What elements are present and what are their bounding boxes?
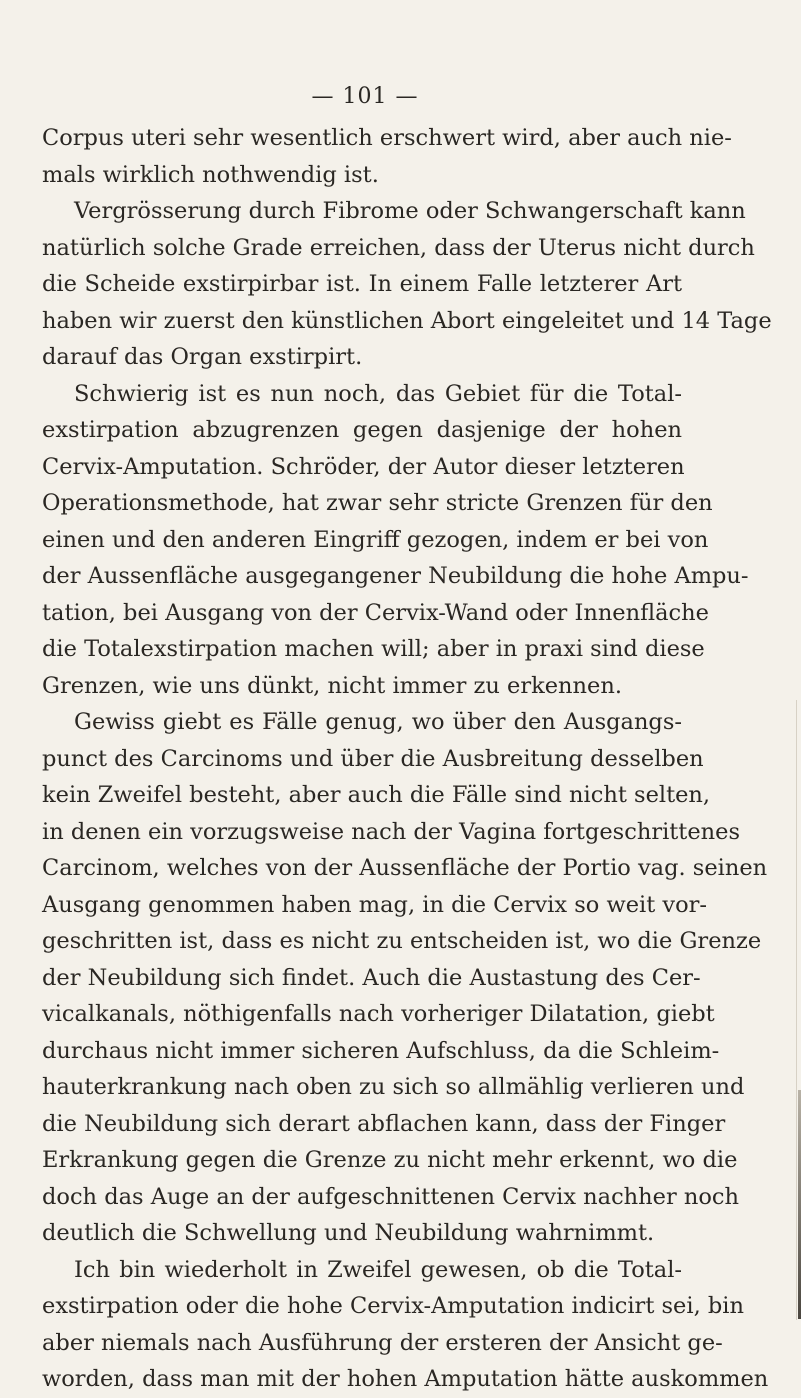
text-line: in denen ein vorzugsweise nach der Vagina fortgeschrittenes [42, 818, 741, 845]
text-line: geschritten ist, dass es nicht zu entscheiden ist, wo die Grenze [42, 928, 762, 954]
text-line: Corpus uteri sehr wesentlich erschwert wird, aber auch nie- [42, 125, 732, 151]
text-line: Carcinom, welches von der Aussenfläche der Portio vag. seinen [42, 855, 768, 881]
text-line: darauf das Organ exstirpirt. [42, 344, 363, 370]
text-line: natürlich solche Grade erreichen, dass der Uterus nicht durch [42, 234, 755, 261]
text-line: kein Zweifel besteht, aber auch die Fälle sind nicht selten, [42, 782, 711, 808]
text-line: haben wir zuerst den künstlichen Abort eingeleitet und 14 Tage [42, 307, 772, 334]
text-line: der Aussenfläche ausgegangener Neubildung die hohe Ampu- [42, 563, 749, 589]
text-line: Ausgang genommen haben mag, in die Cervix so weit vor- [42, 891, 708, 918]
text-line: Vergrösserung durch Fibrome oder Schwangerschaft kann [74, 198, 746, 224]
text-line: der Neubildung sich findet. Auch die Austastung des Cer- [42, 964, 701, 991]
text-line: Cervix-Amputation. Schröder, der Autor dieser letzteren [42, 453, 685, 480]
text-line: mals wirklich nothwendig ist. [42, 161, 379, 188]
text-line: Grenzen, wie uns dünkt, nicht immer zu erkennen. [42, 672, 622, 699]
text-line: doch das Auge an der aufgeschnittenen Cervix nachher noch [42, 1183, 740, 1210]
text-line: die Neubildung sich derart abflachen kann, dass der Finger [42, 1110, 726, 1137]
text-line: durchaus nicht immer sicheren Aufschluss, da die Schleim- [42, 1037, 720, 1064]
text-line: die Scheide exstirpirbar ist. In einem Falle letzterer Art [42, 271, 682, 297]
text-line: vicalkanals, nöthigenfalls nach vorheriger Dilatation, giebt [42, 1001, 715, 1027]
text-line: punct des Carcinoms und über die Ausbreitung desselben [42, 745, 704, 772]
text-line: Schwierig ist es nun noch, das Gebiet für die Total- [74, 380, 682, 407]
text-line: Ich bin wiederholt in Zweifel gewesen, ob die Total- [74, 1256, 682, 1283]
body-text [42, 120, 772, 1398]
text-line: deutlich die Schwellung und Neubildung wahrnimmt. [42, 1220, 655, 1246]
text-line: Gewiss giebt es Fälle genug, wo über den Ausgangs- [74, 709, 682, 735]
text-line: tation, bei Ausgang von der Cervix-Wand oder Innenfläche [42, 599, 709, 626]
text-line: exstirpation abzugrenzen gegen dasjenige der hohen [42, 417, 682, 443]
text-line: worden, dass man mit der hohen Amputation hätte auskommen [42, 1366, 769, 1392]
text-line: hauterkrankung nach oben zu sich so allmählig verlieren und [42, 1074, 745, 1100]
text-line: einen und den anderen Eingriff gezogen, indem er bei von [42, 526, 709, 553]
text-line: Erkrankung gegen die Grenze zu nicht mehr erkennt, wo die [42, 1147, 738, 1173]
text-line: aber niemals nach Ausführung der ersteren der Ansicht ge- [42, 1329, 723, 1356]
page-number: — 101 — [311, 84, 419, 109]
text-line: exstirpation oder die hohe Cervix-Amputation indicirt sei, bin [42, 1293, 744, 1319]
page-edge-shadow [796, 700, 797, 1320]
text-line: Operationsmethode, hat zwar sehr stricte Grenzen für den [42, 490, 713, 516]
text-line: die Totalexstirpation machen will; aber in praxi sind diese [42, 636, 705, 662]
